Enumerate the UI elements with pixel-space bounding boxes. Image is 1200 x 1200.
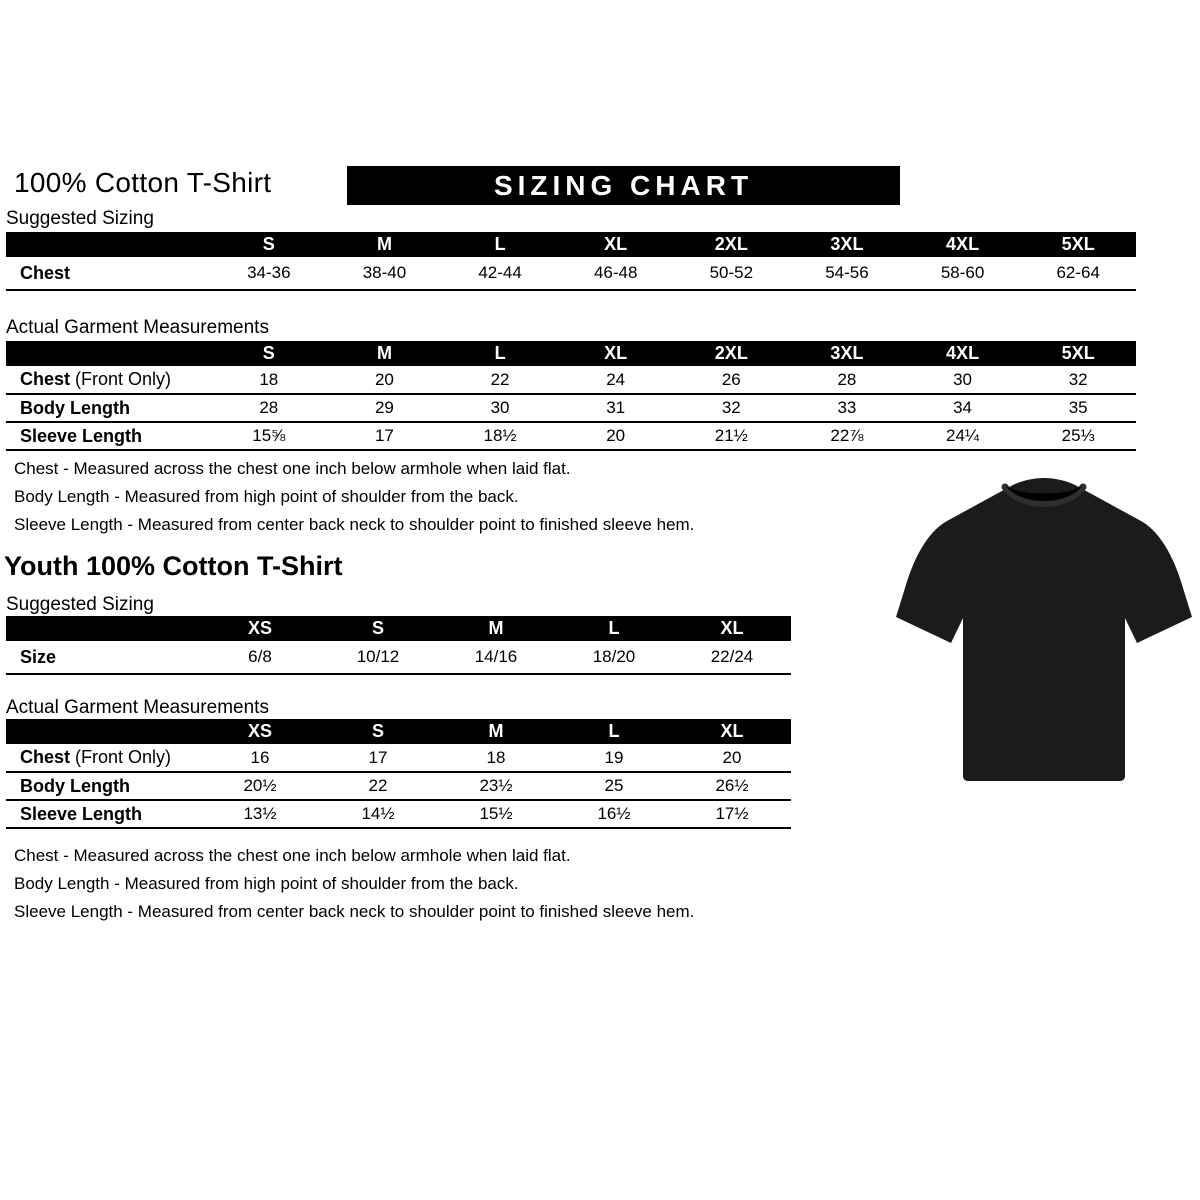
measurement-cell: 50-52 — [674, 257, 790, 290]
table-header-row — [6, 232, 1136, 257]
row-label — [6, 772, 201, 800]
measurement-cell: 13½ — [201, 800, 319, 828]
tshirt-silhouette — [896, 478, 1192, 781]
measurement-cell: 25⅓ — [1020, 422, 1136, 450]
measurement-cell: 17½ — [673, 800, 791, 828]
measurement-note: Chest - Measured across the chest one inch below armhole when laid flat. — [14, 459, 571, 478]
size-column-header: 5XL — [1020, 232, 1136, 257]
row-label-text: Size — [20, 646, 57, 667]
sizing-chart-banner — [347, 166, 900, 205]
size-column-header: S — [211, 232, 327, 257]
measurement-cell: 19 — [555, 744, 673, 772]
row-label-text: Sleeve Length — [20, 803, 143, 824]
measurement-cell: 18 — [211, 366, 327, 394]
measurement-note: Chest - Measured across the chest one inch below armhole when laid flat. — [14, 846, 571, 865]
size-column-header: M — [327, 232, 443, 257]
measurement-cell: 20 — [327, 366, 443, 394]
measurement-cell: 62-64 — [1020, 257, 1136, 290]
row-label-suffix: (Front Only) — [70, 747, 172, 767]
measurement-cell: 21½ — [674, 422, 790, 450]
measurement-cell: 16 — [201, 744, 319, 772]
tshirt-image — [893, 466, 1195, 814]
size-column-header: L — [555, 616, 673, 641]
row-label — [6, 744, 201, 772]
row-label-text: Body Length — [20, 775, 130, 796]
measurement-cell: 6/8 — [201, 641, 319, 674]
measurement-cell: 42-44 — [442, 257, 558, 290]
row-label-text: Chest — [20, 747, 71, 767]
row-label-text: Body Length — [20, 397, 130, 418]
row-label — [6, 800, 201, 828]
measurement-cell: 22 — [442, 366, 558, 394]
measurement-cell: 33 — [789, 394, 905, 422]
size-column-header: 2XL — [674, 232, 790, 257]
measurement-cell: 58-60 — [905, 257, 1021, 290]
page-title: 100% Cotton T-Shirt — [14, 167, 272, 198]
measurement-cell: 18½ — [442, 422, 558, 450]
measurement-cell: 32 — [674, 394, 790, 422]
table-row — [6, 394, 1136, 422]
measurement-cell: 28 — [211, 394, 327, 422]
sizing-chart-banner-text: SIZING CHART — [493, 169, 754, 201]
youth-suggested-sizing-label: Suggested Sizing — [6, 594, 154, 615]
table-row — [6, 641, 791, 674]
measurement-cell: 16½ — [555, 800, 673, 828]
measurement-cell: 20 — [558, 422, 674, 450]
measurement-cell: 17 — [327, 422, 443, 450]
measurement-cell: 31 — [558, 394, 674, 422]
measurement-cell: 30 — [905, 366, 1021, 394]
table-row — [6, 744, 791, 772]
size-column-header: XL — [558, 341, 674, 366]
size-column-header: XS — [201, 719, 319, 744]
size-column-header: L — [442, 232, 558, 257]
measurement-cell: 14½ — [319, 800, 437, 828]
size-column-header: 4XL — [905, 341, 1021, 366]
measurement-cell: 26 — [674, 366, 790, 394]
measurement-cell: 25 — [555, 772, 673, 800]
measurement-cell: 24 — [558, 366, 674, 394]
size-column-header: S — [319, 719, 437, 744]
size-column-header: 3XL — [789, 341, 905, 366]
measurement-cell: 32 — [1020, 366, 1136, 394]
adult-suggested-sizing-table — [6, 232, 1136, 291]
measurement-cell: 38-40 — [327, 257, 443, 290]
measurement-cell: 14/16 — [437, 641, 555, 674]
measurement-cell: 15½ — [437, 800, 555, 828]
adult-suggested-sizing-label: Suggested Sizing — [6, 208, 154, 229]
size-column-header: M — [437, 719, 555, 744]
measurement-cell: 17 — [319, 744, 437, 772]
table-row — [6, 257, 1136, 290]
row-label-suffix: (Front Only) — [70, 369, 172, 389]
size-column-header: XL — [558, 232, 674, 257]
table-header-row — [6, 341, 1136, 366]
measurement-cell: 46-48 — [558, 257, 674, 290]
size-column-header: L — [442, 341, 558, 366]
youth-suggested-sizing-table — [6, 616, 791, 675]
table-header-row — [6, 616, 791, 641]
measurement-note: Body Length - Measured from high point of shoulder from the back. — [14, 487, 519, 506]
size-column-header: 4XL — [905, 232, 1021, 257]
measurement-cell: 18/20 — [555, 641, 673, 674]
measurement-cell: 34 — [905, 394, 1021, 422]
row-label-text: Sleeve Length — [20, 425, 143, 446]
row-label-text: Chest — [20, 262, 71, 283]
table-row — [6, 772, 791, 800]
measurement-cell: 22/24 — [673, 641, 791, 674]
size-column-header: XL — [673, 616, 791, 641]
measurement-cell: 23½ — [437, 772, 555, 800]
size-column-header: XS — [201, 616, 319, 641]
measurement-cell: 30 — [442, 394, 558, 422]
measurement-cell: 18 — [437, 744, 555, 772]
measurement-cell: 22 — [319, 772, 437, 800]
measurement-note: Body Length - Measured from high point of shoulder from the back. — [14, 874, 519, 893]
size-column-header: 3XL — [789, 232, 905, 257]
measurement-note: Sleeve Length - Measured from center back neck to shoulder point to finished sleeve hem. — [14, 515, 695, 534]
adult-actual-measurements-label: Actual Garment Measurements — [6, 317, 269, 338]
size-column-header: L — [555, 719, 673, 744]
measurement-cell: 20½ — [201, 772, 319, 800]
table-header-row — [6, 719, 791, 744]
stub-cell — [6, 341, 211, 366]
size-column-header: 2XL — [674, 341, 790, 366]
size-column-header: S — [319, 616, 437, 641]
measurement-cell: 24¼ — [905, 422, 1021, 450]
size-column-header: M — [327, 341, 443, 366]
measurement-cell: 20 — [673, 744, 791, 772]
size-column-header: S — [211, 341, 327, 366]
measurement-cell: 54-56 — [789, 257, 905, 290]
measurement-note: Sleeve Length - Measured from center back neck to shoulder point to finished sleeve hem. — [14, 902, 695, 921]
adult-actual-measurements-table — [6, 341, 1136, 451]
youth-actual-measurements-table — [6, 719, 791, 829]
measurement-cell: 10/12 — [319, 641, 437, 674]
row-label — [6, 394, 211, 422]
measurement-cell: 28 — [789, 366, 905, 394]
stub-cell — [6, 719, 201, 744]
row-label — [6, 257, 211, 290]
youth-actual-measurements-label: Actual Garment Measurements — [6, 697, 269, 718]
adult-measurement-notes — [14, 455, 694, 539]
size-column-header: M — [437, 616, 555, 641]
stub-cell — [6, 232, 211, 257]
measurement-cell: 29 — [327, 394, 443, 422]
size-column-header: 5XL — [1020, 341, 1136, 366]
measurement-cell: 35 — [1020, 394, 1136, 422]
measurement-cell: 26½ — [673, 772, 791, 800]
row-label-text: Chest — [20, 369, 71, 389]
row-label — [6, 366, 211, 394]
table-row — [6, 800, 791, 828]
table-row — [6, 422, 1136, 450]
measurement-cell: 15⅝ — [211, 422, 327, 450]
youth-section-title: Youth 100% Cotton T-Shirt — [4, 551, 343, 581]
youth-measurement-notes — [14, 842, 694, 926]
row-label — [6, 641, 201, 674]
table-row — [6, 366, 1136, 394]
row-label — [6, 422, 211, 450]
stub-cell — [6, 616, 201, 641]
size-column-header: XL — [673, 719, 791, 744]
measurement-cell: 22⅞ — [789, 422, 905, 450]
measurement-cell: 34-36 — [211, 257, 327, 290]
